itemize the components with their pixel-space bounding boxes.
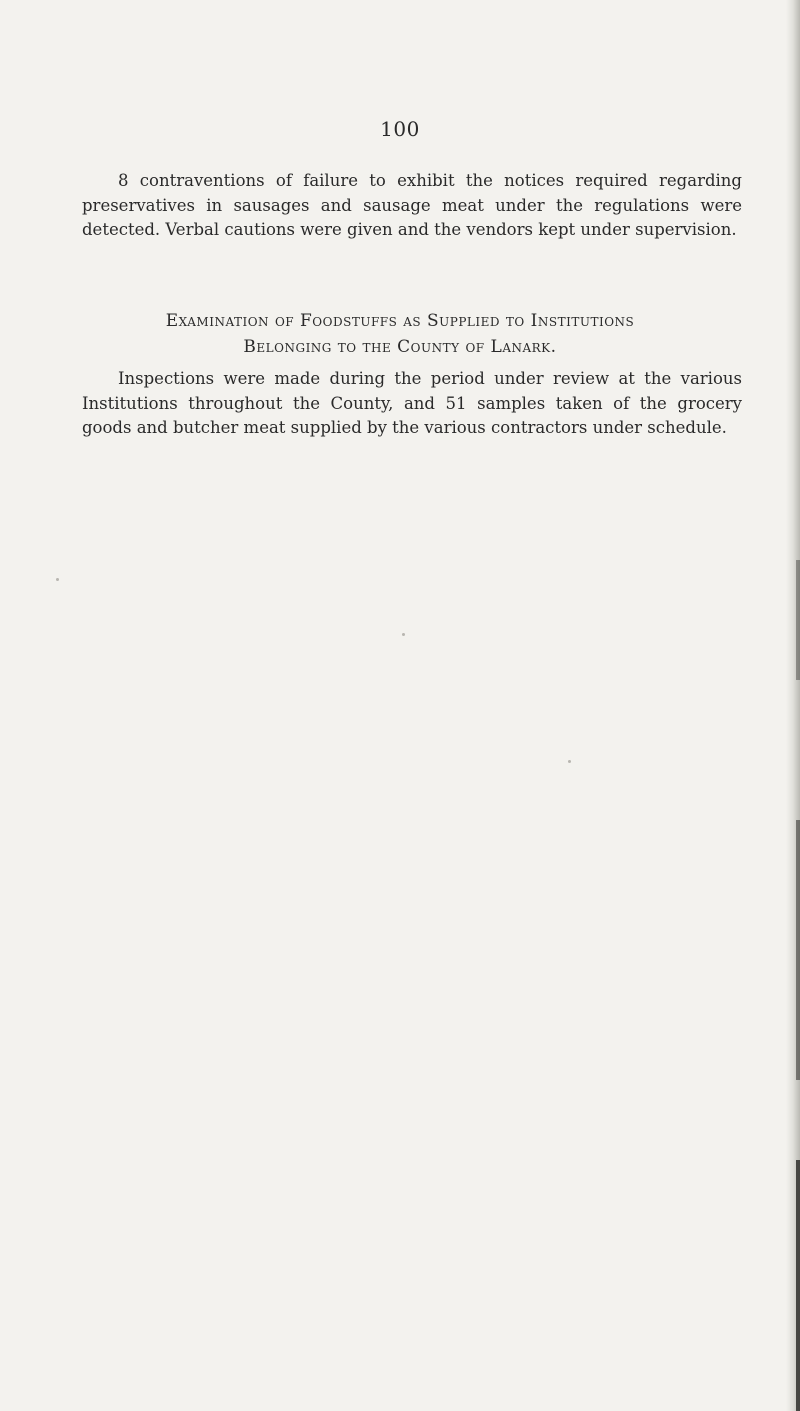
- page-number: 100: [380, 117, 420, 141]
- page-edge-mark: [796, 1160, 800, 1411]
- paragraph-inspections: Inspections were made during the period under review at the various Institutions throughout the County, and 51 samples taken of the grocery goods and butcher meat supplied by the various contractors under schedule.: [82, 369, 742, 437]
- paper-speck: [56, 578, 59, 581]
- paper-speck: [568, 760, 571, 763]
- paragraph-contraventions: 8 contraventions of failure to exhibit the notices required regarding preservatives in sausages and sausage meat under the regulations were detected. Verbal cautions were given and the vendors kept under supervision.: [82, 171, 742, 239]
- section-heading-line-1: Examination of Foodstuffs as Supplied to Institutions: [165, 311, 635, 331]
- page-edge-mark: [796, 560, 800, 680]
- paper-speck: [402, 633, 405, 636]
- page-edge-mark: [796, 820, 800, 1080]
- section-heading-line-2: Belonging to the County of Lanark.: [243, 337, 557, 357]
- section-heading: [0, 308, 800, 360]
